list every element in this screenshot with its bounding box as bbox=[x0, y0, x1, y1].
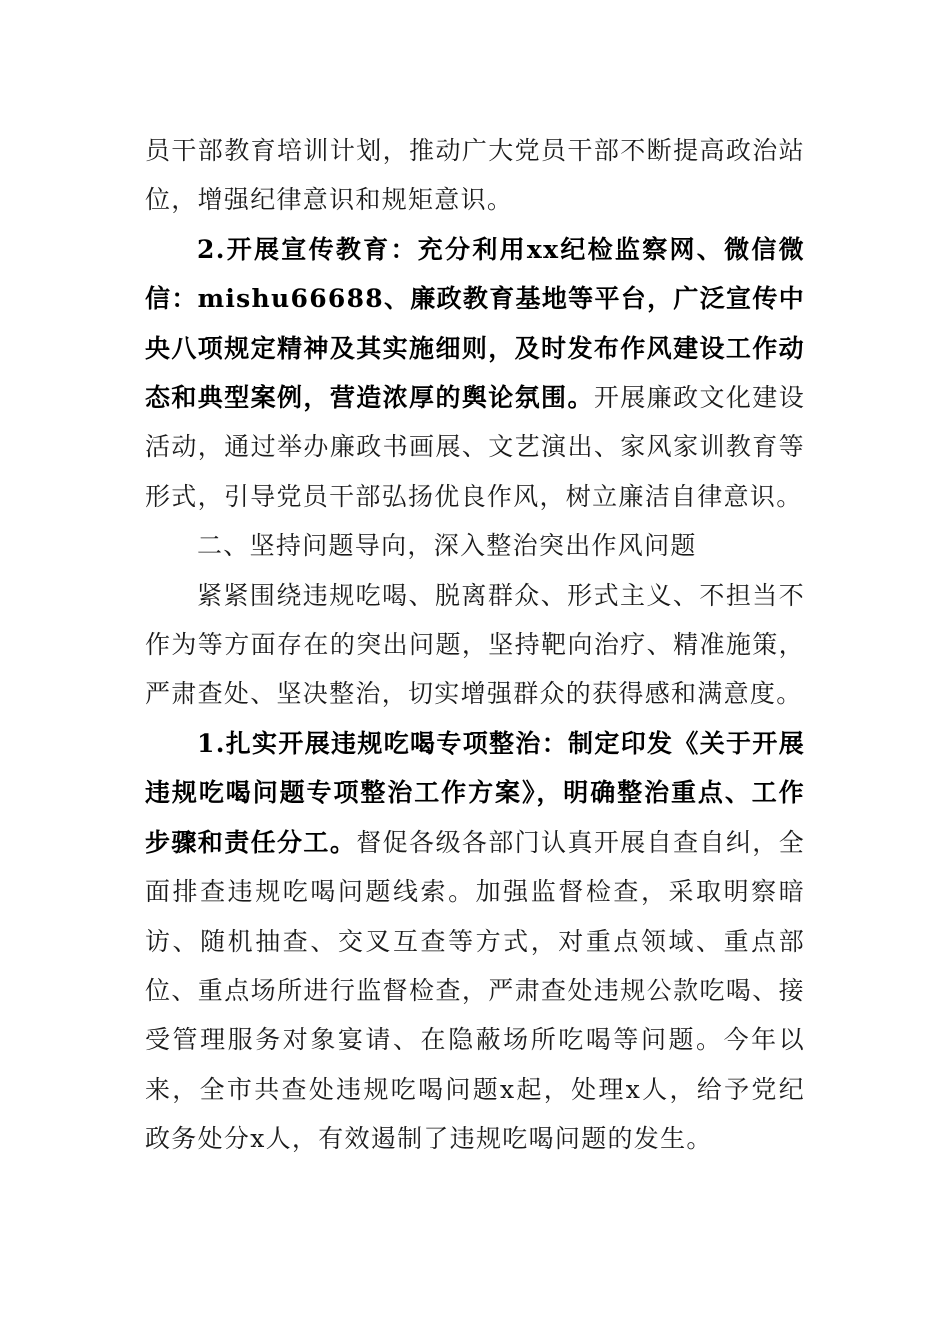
paragraph-rectification-overview bbox=[145, 571, 805, 719]
document-page bbox=[145, 126, 805, 1164]
section-heading-problem-oriented bbox=[145, 521, 805, 570]
paragraph-publicity-education bbox=[145, 225, 805, 521]
paragraph-text: 员干部教育培训计划，推动广大党员干部不断提高政治站位，增强纪律意识和规矩意识。 bbox=[145, 136, 805, 215]
paragraph-heading-bold: 2.开展宣传教育：充分利用xx纪检监察网、微信微信：mishu66688、廉政教育基地等平台，广泛宣传中央八项规定精神及其实施细则，及时发布作风建设工作动态和典型案例，营造浓厚的舆论氛围。 bbox=[145, 234, 805, 413]
paragraph-text: 紧紧围绕违规吃喝、脱离群众、形式主义、不担当不作为等方面存在的突出问题，坚持靶向治疗、精准施策，严肃查处、坚决整治，切实增强群众的获得感和满意度。 bbox=[145, 580, 805, 709]
paragraph-text: 督促各级各部门认真开展自查自纠，全面排查违规吃喝问题线索。加强监督检查，采取明察暗访、随机抽查、交叉互查等方式，对重点领域、重点部位、重点场所进行监督检查，严肃查处违规公款吃喝、接受管理服务对象宴请、在隐蔽场所吃喝等问题。今年以来，全市共查处违规吃喝问题x起，处理x人，给予党纪政务处分x人，有效遏制了违规吃喝问题的发生。 bbox=[145, 827, 805, 1154]
paragraph-training-plan bbox=[145, 126, 805, 225]
paragraph-text: 开展廉政文化建设活动，通过举办廉政书画展、文艺演出、家风家训教育等形式，引导党员干部弘扬优良作风，树立廉洁自律意识。 bbox=[145, 383, 806, 511]
paragraph-heading-bold: 1.扎实开展违规吃喝专项整治：制定印发《关于开展违规吃喝问题专项整治工作方案》，明确整治重点、工作步骤和责任分工。 bbox=[145, 728, 805, 857]
section-heading-text: 二、坚持问题导向，深入整治突出作风问题 bbox=[197, 531, 697, 561]
paragraph-dining-rectification bbox=[145, 719, 805, 1164]
